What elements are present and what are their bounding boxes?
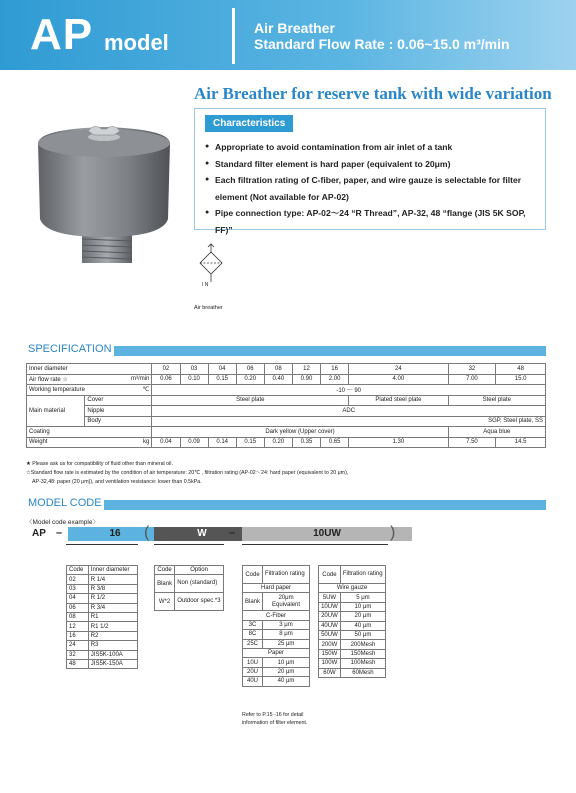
- table-row: [27, 364, 546, 375]
- model-word: model: [104, 30, 169, 55]
- filter-rating: 100Mesh: [340, 659, 385, 668]
- header-divider: [232, 8, 235, 64]
- model-code-bar: [104, 500, 546, 510]
- filter-rating: 25 μm: [263, 639, 310, 648]
- size-diameter: R2: [88, 631, 137, 640]
- size-diameter: R 1/4: [88, 575, 137, 584]
- characteristic-item: ● Pipe connection type: AP-02～24 “R Thread”, AP-32, 48 “flange (JIS 5K SOP, FF)”: [205, 205, 539, 238]
- size-cell: 48: [496, 364, 546, 375]
- table-row: [319, 659, 386, 668]
- size-code: 32: [67, 650, 89, 659]
- size-diameter: R1 1/2: [88, 622, 137, 631]
- filter-group-cfiber: C-Fiber: [243, 611, 310, 620]
- filter-group-wire-gauze: Wire gauze: [319, 584, 386, 593]
- filter-code: 3C: [243, 620, 263, 629]
- table-row: [67, 612, 138, 621]
- table-row: [67, 650, 138, 659]
- filter-group-paper: Paper: [243, 648, 310, 657]
- table-row: [27, 395, 546, 406]
- inner-diameter-label: Inner diameter: [27, 364, 152, 375]
- size-code: 08: [67, 612, 89, 621]
- filter-code: 150W: [319, 649, 341, 658]
- model-code-example: [26, 524, 546, 543]
- table-row: [319, 649, 386, 658]
- body-value: SGP, Steel plate, SS: [152, 416, 546, 427]
- flow-cell: 15.0: [496, 374, 546, 385]
- filter-code: 20U: [243, 667, 263, 676]
- note-line: ☆Standard flow rate is estimated by the condition of air temperature: 20℃ , filtration rating (AP-02～24: hard paper (equivalent to 20 μm),: [26, 470, 349, 476]
- nipple-label: Nipple: [85, 406, 152, 417]
- table-row: [67, 603, 138, 612]
- flow-cell: 0.40: [264, 374, 292, 385]
- table-row: [155, 575, 224, 593]
- size-diameter: R 1/2: [88, 594, 137, 603]
- filter-rating: 60Mesh: [340, 668, 385, 677]
- filter-code: 40U: [243, 677, 263, 686]
- table-row: [67, 641, 138, 650]
- body-label: Body: [85, 416, 152, 427]
- flow-cell: 0.10: [180, 374, 208, 385]
- table-row: [243, 677, 310, 686]
- model-code-example-label: 〈Model code example〉: [26, 519, 99, 526]
- size-cell: 24: [349, 364, 448, 375]
- table-row: [319, 621, 386, 630]
- filter-rating: 3 μm: [263, 620, 310, 629]
- filter-code: 100W: [319, 659, 341, 668]
- filter-code-header: Filtration rating: [340, 566, 385, 584]
- filter-group-hard-paper: Hard paper: [243, 584, 310, 593]
- filter-rating: 20 μm: [340, 612, 385, 621]
- filter-code: 50UW: [319, 630, 341, 639]
- table-row: [67, 575, 138, 584]
- weight-cell: 0.15: [236, 437, 264, 448]
- characteristic-item: ● Appropriate to avoid contamination from air inlet of a tank: [205, 139, 539, 156]
- weight-cell: 14.5: [496, 437, 546, 448]
- cover-value: Steel plate: [152, 395, 349, 406]
- table-row: [319, 593, 386, 602]
- nipple-value: ADC: [152, 406, 546, 417]
- filter-code: 60W: [319, 668, 341, 677]
- flow-cell: 2.00: [321, 374, 349, 385]
- filter-code-table-2: [318, 565, 386, 678]
- option-code-header: Code: [155, 566, 175, 575]
- table-row: [27, 416, 546, 427]
- model-code-ap: AP: [32, 528, 46, 539]
- table-row: [243, 593, 310, 611]
- table-row: [243, 667, 310, 676]
- size-cell: 04: [208, 364, 236, 375]
- filter-rating: 10 μm: [263, 658, 310, 667]
- filter-code: 8C: [243, 630, 263, 639]
- coating-value: Dark yellow (Upper cover): [152, 427, 448, 438]
- symbol-caption: Air breather: [194, 305, 223, 311]
- filter-code: 20UW: [319, 612, 341, 621]
- size-code: 24: [67, 641, 89, 650]
- characteristic-item: ● Standard filter element is hard paper (equivalent to 20μm): [205, 156, 539, 173]
- filter-rating: 150Mesh: [340, 649, 385, 658]
- model-code-dash: –: [56, 527, 63, 539]
- weight-cell: 0.04: [152, 437, 180, 448]
- air-flow-unit: m³/min: [122, 374, 152, 385]
- filter-code: 40UW: [319, 621, 341, 630]
- filter-code-header: Code: [243, 566, 263, 584]
- size-diameter: R 3/8: [88, 584, 137, 593]
- table-row: [67, 659, 138, 668]
- table-row: [67, 622, 138, 631]
- size-code: 48: [67, 659, 89, 668]
- filter-code-header: Filtration rating: [263, 566, 310, 584]
- weight-label: Weight: [27, 437, 122, 448]
- option-connector: [154, 544, 224, 554]
- filter-code: 10U: [243, 658, 263, 667]
- table-row: [243, 639, 310, 648]
- coating-label: Coating: [27, 427, 152, 438]
- filter-code: 10UW: [319, 602, 341, 611]
- table-row: [27, 385, 546, 396]
- filter-rating: 20 μm: [263, 667, 310, 676]
- size-cell: 32: [448, 364, 496, 375]
- filter-rating: 10 μm: [340, 602, 385, 611]
- weight-unit: kg: [122, 437, 152, 448]
- air-breather-product-image: [30, 115, 180, 275]
- filter-code: 25C: [243, 639, 263, 648]
- size-code: 12: [67, 622, 89, 631]
- model-code-filter-box: 10UW: [242, 527, 412, 541]
- filter-rating: 5 μm: [340, 593, 385, 602]
- option-code-header: Option: [175, 566, 224, 575]
- cover-label: Cover: [85, 395, 152, 406]
- note-line: AP-32,48: paper (20 μm)), and ventilation resistance: lower than 0.5kPa.: [32, 479, 202, 485]
- size-diameter: R3: [88, 641, 137, 650]
- page-header: [0, 0, 576, 70]
- model-code-paren-close: ): [390, 524, 396, 541]
- table-row: [27, 406, 546, 417]
- model-code-paren-open: (: [144, 524, 150, 541]
- weight-cell: 0.14: [208, 437, 236, 448]
- table-row: [67, 584, 138, 593]
- table-row: [243, 658, 310, 667]
- table-row: [319, 602, 386, 611]
- size-cell: 08: [264, 364, 292, 375]
- filter-code-table-1: [242, 565, 310, 687]
- size-diameter: JIS5K-100A: [88, 650, 137, 659]
- table-row: [27, 427, 546, 438]
- table-row: [27, 374, 546, 385]
- weight-cell: 1.30: [349, 437, 448, 448]
- filter-code: 5UW: [319, 593, 341, 602]
- table-row: [67, 631, 138, 640]
- specification-bar: [114, 346, 546, 356]
- table-row: [27, 437, 546, 448]
- weight-cell: 0.65: [321, 437, 349, 448]
- specification-table: [26, 363, 546, 448]
- filter-rating: 40 μm: [263, 677, 310, 686]
- model-code-dash: –: [229, 527, 236, 539]
- main-material-label: Main material: [27, 395, 85, 427]
- size-cell: 06: [236, 364, 264, 375]
- size-diameter: R1: [88, 612, 137, 621]
- table-row: [155, 593, 224, 611]
- table-row: [67, 594, 138, 603]
- symbol-in-label: I N: [202, 282, 209, 288]
- size-cell: 02: [152, 364, 180, 375]
- filter-code-header: Code: [319, 566, 341, 584]
- filter-rating: 50 μm: [340, 630, 385, 639]
- filter-connector: [242, 544, 388, 554]
- flow-cell: 0.90: [292, 374, 320, 385]
- flow-cell: 0.06: [152, 374, 180, 385]
- coating-value: Aqua blue: [448, 427, 545, 438]
- table-row: [319, 668, 386, 677]
- size-cell: 12: [292, 364, 320, 375]
- table-row: [319, 630, 386, 639]
- filter-rating: 40 μm: [340, 621, 385, 630]
- working-temp-unit: ℃: [122, 385, 152, 396]
- filter-rating: 200Mesh: [340, 640, 385, 649]
- model-code-size-box: 16: [68, 527, 162, 541]
- spec-notes: [26, 460, 546, 487]
- characteristics-box: [194, 108, 546, 235]
- size-cell: 16: [321, 364, 349, 375]
- option-desc: Non (standard): [175, 575, 224, 593]
- weight-cell: 0.09: [180, 437, 208, 448]
- flow-cell: 0.15: [208, 374, 236, 385]
- header-flow-rate: Standard Flow Rate : 0.06~15.0 m³/min: [254, 36, 510, 52]
- filter-reference-note: Refer to P.15 -16 for detail information of filter element.: [242, 712, 308, 726]
- filter-code: Blank: [243, 593, 263, 611]
- size-connector: [66, 544, 138, 554]
- option-desc: Outdoor spec.*3: [175, 593, 224, 611]
- air-breather-symbol-icon: [196, 242, 226, 292]
- header-product-name: Air Breather: [254, 20, 335, 36]
- specification-title: SPECIFICATION: [28, 343, 112, 355]
- characteristic-item: ● Each filtration rating of C-fiber, paper, and wire gauze is selectable for filter element (Not available for AP-02): [205, 172, 539, 205]
- table-row: [319, 640, 386, 649]
- characteristics-list: [205, 139, 539, 238]
- model-code-option-box: W: [154, 527, 250, 541]
- size-code: 03: [67, 584, 89, 593]
- size-diameter: JIS5K-150A: [88, 659, 137, 668]
- size-code: 06: [67, 603, 89, 612]
- size-code-table: [66, 565, 138, 669]
- model-code-title: MODEL CODE: [28, 497, 102, 509]
- air-flow-label: Air flow rate ☆: [27, 374, 122, 385]
- size-code-header: Inner diameter: [88, 566, 137, 575]
- weight-cell: 0.35: [292, 437, 320, 448]
- cover-value: Plated steel plate: [349, 395, 448, 406]
- weight-cell: 7.50: [448, 437, 496, 448]
- flow-cell: 7.00: [448, 374, 496, 385]
- note-line: ★ Please ask us for compatibility of fluid other than mineral oil.: [26, 461, 173, 467]
- size-code-header: Code: [67, 566, 89, 575]
- filter-rating: 20μm Equivalent: [263, 593, 310, 611]
- size-code: 16: [67, 631, 89, 640]
- table-row: [319, 612, 386, 621]
- working-temp-value: -10 ～ 90: [152, 385, 546, 396]
- flow-cell: 4.00: [349, 374, 448, 385]
- size-code: 02: [67, 575, 89, 584]
- filter-rating: 8 μm: [263, 630, 310, 639]
- size-cell: 03: [180, 364, 208, 375]
- weight-cell: 0.20: [264, 437, 292, 448]
- table-row: [243, 620, 310, 629]
- size-code: 04: [67, 594, 89, 603]
- characteristics-title: Characteristics: [205, 115, 293, 132]
- model-ap-logo: AP: [30, 10, 94, 59]
- filter-code: 200W: [319, 640, 341, 649]
- option-code: W*2: [155, 593, 175, 611]
- size-diameter: R 3/4: [88, 603, 137, 612]
- flow-cell: 0.20: [236, 374, 264, 385]
- working-temp-label: Working temperature: [27, 385, 122, 396]
- cover-value: Steel plate: [448, 395, 545, 406]
- option-code-table: [154, 565, 224, 611]
- product-headline: Air Breather for reserve tank with wide variation: [194, 84, 552, 103]
- option-code: Blank: [155, 575, 175, 593]
- table-row: [243, 630, 310, 639]
